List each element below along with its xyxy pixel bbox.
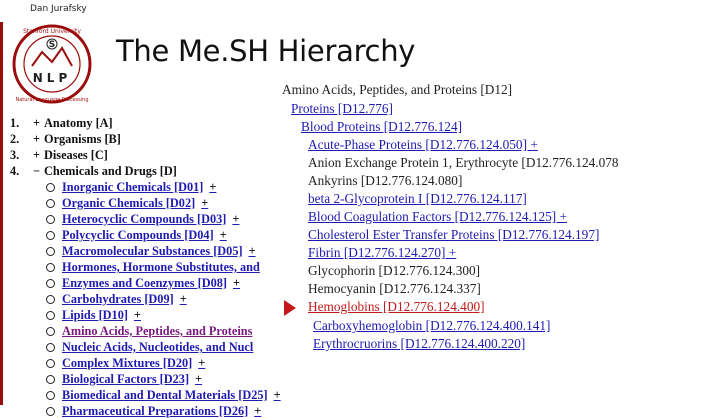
tree-node[interactable]: Blood Coagulation Factors [D12.776.124.125] +: [308, 209, 568, 224]
expand-plus-icon[interactable]: +: [219, 228, 227, 242]
circle-bullet-icon: [46, 263, 55, 272]
sub-item-link[interactable]: Biological Factors [D23]: [62, 372, 190, 386]
slide-title: The Me.SH Hierarchy: [116, 34, 416, 68]
expand-plus-icon[interactable]: +: [254, 404, 262, 418]
stanford-nlp-logo: [10, 22, 94, 106]
expand-plus-icon[interactable]: +: [198, 356, 206, 370]
sub-item-link[interactable]: Macromolecular Substances [D05]: [62, 244, 243, 258]
item-number: 2.: [10, 132, 20, 146]
tree-node: Ankyrins [D12.776.124.080]: [308, 173, 463, 188]
sub-item-link[interactable]: Complex Mixtures [D20]: [62, 356, 193, 370]
expand-icon[interactable]: +: [33, 132, 41, 146]
sub-item-link[interactable]: Inorganic Chemicals [D01]: [62, 180, 204, 194]
item-number: 1.: [10, 116, 20, 130]
sub-item-link[interactable]: Amino Acids, Peptides, and Proteins: [62, 324, 253, 338]
sub-item-link[interactable]: Lipids [D10]: [62, 308, 128, 322]
sub-item-link[interactable]: Carbohydrates [D09]: [62, 292, 174, 306]
sub-item-link[interactable]: Heterocyclic Compounds [D03]: [62, 212, 227, 226]
tree-node: Hemocyanin [D12.776.124.337]: [308, 281, 481, 296]
item-label: Anatomy [A]: [44, 116, 113, 130]
item-number: 3.: [10, 148, 20, 162]
expand-plus-icon[interactable]: +: [209, 180, 217, 194]
expand-plus-icon[interactable]: +: [195, 372, 203, 386]
tree-node: Glycophorin [D12.776.124.300]: [308, 263, 481, 278]
circle-bullet-icon: [46, 391, 55, 400]
svg-text:NLP: NLP: [32, 71, 72, 85]
circle-bullet-icon: [46, 327, 55, 336]
circle-bullet-icon: [46, 215, 55, 224]
circle-bullet-icon: [46, 183, 55, 192]
tree-node[interactable]: beta 2-Glycoprotein I [D12.776.124.117]: [308, 191, 527, 206]
author-name: Dan Jurafsky: [30, 4, 87, 14]
circle-bullet-icon: [46, 359, 55, 368]
circle-bullet-icon: [46, 343, 55, 352]
svg-text:S: S: [48, 40, 56, 50]
tree-root: Amino Acids, Peptides, and Proteins [D12]: [282, 82, 513, 97]
tree-node-proteins[interactable]: Proteins [D12.776]: [291, 101, 393, 116]
tree-node[interactable]: Fibrin [D12.776.124.270] +: [308, 245, 457, 260]
sub-item-link[interactable]: Biomedical and Dental Materials [D25]: [62, 388, 268, 402]
tree-node-blood-proteins[interactable]: Blood Proteins [D12.776.124]: [301, 119, 463, 134]
expand-plus-icon[interactable]: +: [232, 276, 240, 290]
circle-bullet-icon: [46, 311, 55, 320]
svg-text:Stanford University: Stanford University: [23, 28, 81, 35]
expand-plus-icon[interactable]: +: [133, 308, 141, 322]
tree-node[interactable]: Acute-Phase Proteins [D12.776.124.050] +: [308, 137, 538, 152]
sub-item-link[interactable]: Polycyclic Compounds [D04]: [62, 228, 214, 242]
tree-node: Anion Exchange Protein 1, Erythrocyte [D12.776.124.078: [308, 155, 619, 170]
circle-bullet-icon: [46, 247, 55, 256]
item-label: Chemicals and Drugs [D]: [44, 164, 177, 178]
sub-item-link[interactable]: Nucleic Acids, Nucleotides, and Nucl: [62, 340, 254, 354]
circle-bullet-icon: [46, 279, 55, 288]
tree-subnode[interactable]: Carboxyhemoglobin [D12.776.124.400.141]: [313, 318, 551, 333]
expand-plus-icon[interactable]: +: [179, 292, 187, 306]
sub-item-link[interactable]: Pharmaceutical Preparations [D26]: [62, 404, 249, 418]
circle-bullet-icon: [46, 231, 55, 240]
tree-node[interactable]: Cholesterol Ester Transfer Proteins [D12.776.124.197]: [308, 227, 600, 242]
tree-subnode[interactable]: Erythrocruorins [D12.776.124.400.220]: [313, 336, 526, 351]
pointer-arrow-icon: [284, 300, 296, 316]
circle-bullet-icon: [46, 407, 55, 416]
expand-plus-icon[interactable]: +: [248, 244, 256, 258]
svg-text:Natural Language Processing: Natural Language Processing: [15, 97, 89, 103]
expand-icon[interactable]: +: [33, 116, 41, 130]
expand-plus-icon[interactable]: +: [273, 388, 281, 402]
item-label: Diseases [C]: [44, 148, 108, 162]
tree-node-hemoglobins-selected[interactable]: Hemoglobins [D12.776.124.400]: [308, 299, 485, 314]
circle-bullet-icon: [46, 375, 55, 384]
mesh-category-list: [0, 112, 282, 418]
circle-bullet-icon: [46, 199, 55, 208]
expand-plus-icon[interactable]: +: [201, 196, 209, 210]
sub-item-link[interactable]: Enzymes and Coenzymes [D08]: [62, 276, 227, 290]
item-number: 4.: [10, 164, 20, 178]
sub-item-link[interactable]: Organic Chemicals [D02]: [62, 196, 196, 210]
expand-plus-icon[interactable]: +: [232, 212, 240, 226]
circle-bullet-icon: [46, 295, 55, 304]
sub-item-link[interactable]: Hormones, Hormone Substitutes, and: [62, 260, 260, 274]
collapse-icon[interactable]: −: [33, 164, 41, 178]
item-label: Organisms [B]: [44, 132, 121, 146]
expand-icon[interactable]: +: [33, 148, 41, 162]
